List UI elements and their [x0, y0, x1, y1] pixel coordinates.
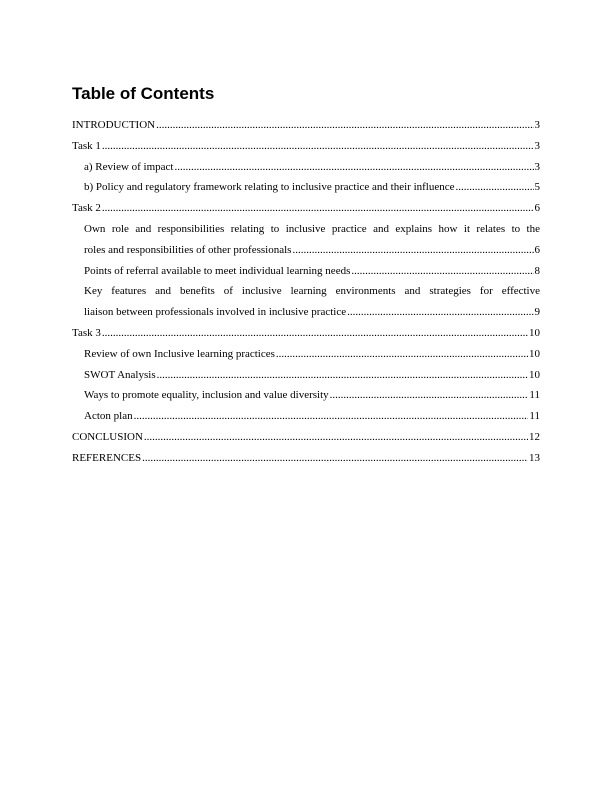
dot-leader — [144, 427, 528, 448]
toc-entry-review-own-practices[interactable] — [72, 344, 540, 365]
table-of-contents — [72, 115, 540, 469]
dot-leader — [351, 261, 533, 282]
dot-leader — [102, 136, 534, 157]
toc-entry-label-line2: roles and responsibilities of other professionals — [84, 243, 292, 256]
toc-entry-label: b) Policy and regulatory framework relating to inclusive practice and their influence — [84, 181, 455, 194]
toc-page-number: 10 — [529, 326, 540, 339]
toc-page-number: 3 — [534, 139, 540, 152]
toc-entry-action-plan[interactable] — [72, 406, 540, 427]
toc-entry-label-line1: Own role and responsibilities relating to inclusive practice and explains how it relates to the — [84, 222, 540, 235]
dot-leader — [330, 385, 529, 406]
toc-entry-policy-framework[interactable] — [72, 177, 540, 198]
dot-leader — [134, 406, 529, 427]
toc-page-number: 11 — [529, 410, 540, 423]
toc-entry-label: Review of own Inclusive learning practices — [84, 347, 275, 360]
toc-entry-conclusion[interactable] — [72, 427, 540, 448]
toc-entry-references[interactable] — [72, 448, 540, 469]
toc-page-number: 8 — [534, 264, 540, 277]
toc-entry-introduction[interactable] — [72, 115, 540, 136]
dot-leader — [347, 302, 533, 323]
dot-leader — [175, 157, 534, 178]
toc-page-number: 12 — [529, 430, 540, 443]
toc-title: Table of Contents — [72, 84, 215, 103]
toc-page-number: 3 — [534, 160, 540, 173]
dot-leader — [156, 115, 533, 136]
toc-entry-task-1[interactable] — [72, 136, 540, 157]
toc-entry-own-role[interactable] — [72, 219, 540, 261]
toc-entry-label: SWOT Analysis — [84, 368, 156, 381]
toc-entry-label: Task 3 — [72, 326, 101, 339]
toc-entry-label-line2: liaison between professionals involved in inclusive practice — [84, 306, 347, 319]
toc-entry-label: INTRODUCTION — [72, 119, 156, 131]
toc-entry-label: Task 2 — [72, 202, 101, 215]
toc-page-number: 5 — [534, 181, 540, 194]
toc-page-number: 11 — [529, 389, 540, 402]
toc-entry-swot-analysis[interactable] — [72, 365, 540, 386]
toc-entry-promote-equality[interactable] — [72, 385, 540, 406]
toc-page-number: 3 — [534, 119, 540, 131]
toc-entry-task-3[interactable] — [72, 323, 540, 344]
toc-entry-label: REFERENCES — [72, 451, 142, 464]
toc-entry-label: Ways to promote equality, inclusion and value diversity — [84, 389, 329, 402]
dot-leader — [142, 448, 528, 469]
toc-entry-label-line1: Key features and benefits of inclusive learning environments and strategies for effective — [84, 285, 540, 298]
toc-entry-key-features[interactable] — [72, 281, 540, 323]
toc-entry-points-of-referral[interactable] — [72, 261, 540, 282]
toc-entry-label: CONCLUSION — [72, 430, 143, 443]
dot-leader — [456, 177, 534, 198]
toc-entry-label: Task 1 — [72, 139, 101, 152]
toc-entry-label: Acton plan — [84, 410, 133, 423]
dot-leader — [157, 365, 528, 386]
toc-page-number: 10 — [529, 347, 540, 360]
toc-entry-label: a) Review of impact — [84, 160, 174, 173]
toc-page-number: 6 — [534, 202, 540, 215]
toc-page-number: 10 — [529, 368, 540, 381]
toc-entry-review-of-impact[interactable] — [72, 157, 540, 178]
dot-leader — [276, 344, 528, 365]
toc-entry-label: Points of referral available to meet individual learning needs — [84, 264, 351, 277]
toc-page-number: 13 — [529, 451, 540, 464]
dot-leader — [292, 240, 533, 261]
dot-leader — [102, 323, 528, 344]
toc-page-number: 6 — [534, 243, 540, 256]
toc-entry-task-2[interactable] — [72, 198, 540, 219]
dot-leader — [102, 198, 534, 219]
toc-page-number: 9 — [534, 306, 540, 319]
